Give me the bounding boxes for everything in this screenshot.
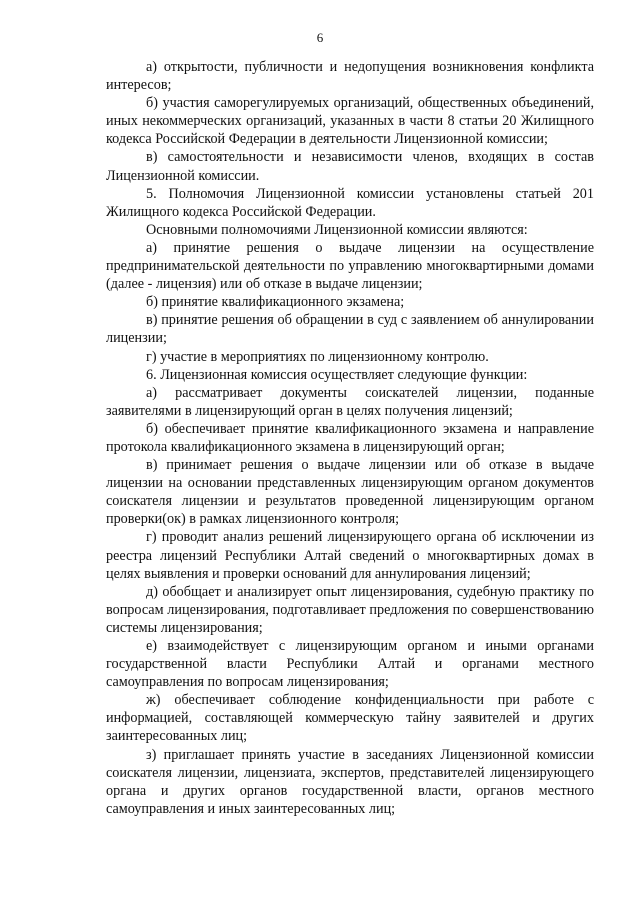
paragraph-powers-intro: Основными полномочиями Лицензионной комиссии являются: [146,221,528,238]
paragraph-principle-b: б) участия саморегулируемых организаций, общественных объединений, иных некоммерческих организаций, указанных в части 8 статьи 20 Жилищного кодекса Российской Федерации в деятельности Лицензионной комиссии; [106,95,594,148]
paragraph-function-d: г) проводит анализ решений лицензирующего органа об исключении из реестра лицензий Республики Алтай сведений о многоквартирных домах в целях выявления и проверки оснований для аннулирования лицензий; [106,529,594,582]
paragraph-section-5: 5. Полномочия Лицензионной комиссии установлены статьей 201 Жилищного кодекса Российской Федерации. [106,185,594,220]
paragraph-principle-a: а) открытости, публичности и недопущения возникновения конфликта интересов; [106,59,594,94]
paragraph-principle-c: в) самостоятельности и независимости членов, входящих в состав Лицензионной комиссии. [106,149,594,184]
paragraph-function-c: в) принимает решения о выдаче лицензии или об отказе в выдаче лицензии на основании представленных лицензирующим органом документов соискателя лицензии и результатов проведенной лицензирующим органом проверки(ок) в рамках лицензионного контроля; [106,457,594,528]
paragraph-function-a: а) рассматривает документы соискателей лицензии, поданные заявителями в лицензирующий орган в целях получения лицензий; [106,384,594,419]
paragraph-power-b: б) принятие квалификационного экзамена; [146,294,405,311]
paragraph-function-h: з) приглашает принять участие в заседаниях Лицензионной комиссии соискателя лицензии, лицензиата, экспертов, представителей лицензирующего органа и других органов государственной власти, органов местного самоуправления и иных заинтересованных лиц; [106,746,594,817]
paragraph-function-b: б) обеспечивает принятие квалификационного экзамена и направление протокола квалификационного экзамена в лицензирующий орган; [106,420,594,455]
paragraph-function-g: ж) обеспечивает соблюдение конфиденциальности при работе с информацией, составляющей коммерческую тайну заявителей и других заинтересованных лиц; [106,692,594,745]
paragraph-power-a: а) принятие решения о выдаче лицензии на осуществление предпринимательской деятельности по управлению многоквартирными домами (далее - лицензия) или об отказе в выдаче лицензии; [106,239,594,293]
page-number: 6 [316,30,324,45]
paragraph-function-e: д) обобщает и анализирует опыт лицензирования, судебную практику по вопросам лицензирования, подготавливает предложения по совершенствованию системы лицензирования; [106,583,594,636]
paragraph-power-c: в) принятие решения об обращении в суд с заявлением об аннулировании лицензии; [106,312,594,347]
document-body [106,58,594,818]
paragraph-function-f: е) взаимодействует с лицензирующим органом и иными органами государственной власти Республики Алтай и органами местного самоуправления по вопросам лицензирования; [106,638,594,691]
paragraph-power-d: г) участие в мероприятиях по лицензионному контролю. [146,348,489,365]
paragraph-section-6: 6. Лицензионная комиссия осуществляет следующие функции: [146,366,528,383]
